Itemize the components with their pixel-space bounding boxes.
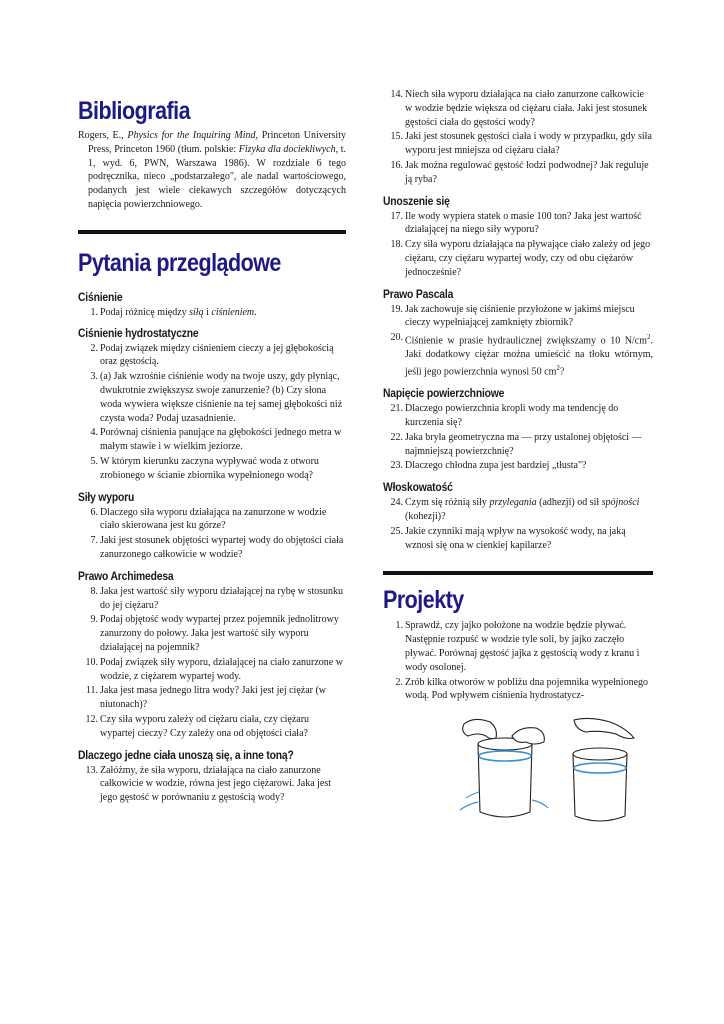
question-2: 2. Podaj związek między ciśnieniem cieczy a jej głębokością oraz gęstością. bbox=[90, 342, 334, 368]
list-wypor bbox=[78, 506, 346, 562]
question-4: 4. Porównaj ciśnienia panujące na głębokości jednego metra w małym stawie i w wielkim jeziorze. bbox=[90, 427, 342, 453]
heading-dlaczego: Dlaczego jedne ciała unoszą się, a inne toną? bbox=[78, 749, 294, 762]
heading-wloskowatosc: Włoskowatość bbox=[383, 482, 453, 495]
question-25: 25. Jakie czynniki mają wpływ na wysokość wody, na jaką wznosi się ona w cienkiej kapilarze? bbox=[390, 525, 626, 551]
list-continued bbox=[383, 88, 653, 187]
question-13: 13. Załóżmy, że siła wyporu, działająca na ciało zanurzone całkowicie w wodzie, równa jest jego ciężarowi. Jaka jest jego gęstość w porównaniu z gęstością wody? bbox=[85, 764, 332, 804]
heading-wypor: Siły wyporu bbox=[78, 491, 135, 504]
heading-pascal: Prawo Pascala bbox=[383, 288, 454, 301]
question-1: 1. Podaj różnicę między siłą i ciśnieniem. bbox=[90, 306, 257, 318]
question-17: 17. Ile wody wypiera statek o masie 100 ton? Jaka jest wartość działającej na niego siły wyporu? bbox=[390, 210, 642, 236]
question-15: 15. Jaki jest stosunek gęstości ciała i wody w przypadku, gdy siła wyporu jest mniejsza od ciężaru ciała? bbox=[390, 131, 652, 157]
question-6: 6. Dlaczego siła wyporu działająca na zanurzone w wodzie ciało skierowana jest ku górze? bbox=[90, 506, 327, 532]
question-19: 19. Jak zachowuje się ciśnienie przyłożone w jakimś miejscu cieczy wypełniającej zamknięty zbiornik? bbox=[390, 303, 635, 329]
projects-title: Projekty bbox=[383, 586, 464, 615]
list-pascal bbox=[383, 303, 653, 380]
bibliography-entry: Rogers, E., Physics for the Inquiring Mind, Princeton University Press, Princeton 1960 (tłum. polskie: Fizyka dla dociekliwych, t. 1, wyd. 6, PWN, Warszawa 1986). W rozdziale 6 tego podręcznika, nieco „podstarzałego", ale nadal wartościowego, podanych jest wiele ciekawych szczegółów dotyczących napięcia powierzchniowego. bbox=[78, 130, 347, 210]
question-11: 11. Jaka jest masa jednego litra wody? Jaki jest jej ciężar (w niutonach)? bbox=[85, 685, 327, 711]
question-20: 20. Ciśnienie w prasie hydraulicznej zwiększamy o 10 $N/cm^2$. Jaki dodatkowy ciężar można umieścić na tłoku wtórnym, jeśli jego powierzchnia wynosi 50 $cm^2$? bbox=[390, 332, 653, 378]
heading-archimedes: Prawo Archimedesa bbox=[78, 570, 174, 583]
heading-hydro: Ciśnienie hydrostatyczne bbox=[78, 327, 199, 340]
list-napiecie bbox=[383, 402, 653, 473]
question-3: 3. (a) Jak wzrośnie ciśnienie wody na twoje uszy, gdy płyniąc, dwukrotnie zwiększysz swoje zanurzenie? (b) Czy słona woda wywiera większe ciśnienie na tej samej głębokości niż czysta woda? Podaj uzasadnienie. bbox=[90, 371, 343, 424]
heading-unoszenie: Unoszenie się bbox=[383, 195, 450, 208]
list-archimedes bbox=[78, 585, 346, 741]
review-title: Pytania przeglądowe bbox=[78, 248, 281, 277]
left-column bbox=[78, 0, 346, 806]
heading-napiecie: Napięcie powierzchniowe bbox=[383, 388, 505, 401]
right-column bbox=[383, 0, 653, 704]
heading-cisnienie: Ciśnienie bbox=[78, 291, 123, 304]
question-8: 8. Jaka jest wartość siły wyporu działającej na rybę w stosunku do jej ciężaru? bbox=[90, 585, 343, 611]
question-10: 10. Podaj związek siły wyporu, działającej na ciało zanurzone w wodzie, z ciężarem wypartej wody. bbox=[85, 656, 343, 682]
question-14: 14. Niech siła wyporu działająca na ciało zanurzone całkowicie w wodzie będzie większa od ciężaru ciała. Jaki jest stosunek gęstości ciała do gęstości wody? bbox=[390, 89, 648, 128]
pot-left-illustration bbox=[460, 719, 548, 817]
question-16: 16. Jak można regulować gęstość łodzi podwodnej? Jak reguluje ją ryba? bbox=[390, 159, 649, 185]
question-9: 9. Podaj objętość wody wypartej przez pojemnik jednolitrowy zanurzony do połowy. Jaka jest wartość siły wyporu działającej na pojemnik? bbox=[90, 614, 339, 653]
list-unoszenie bbox=[383, 210, 653, 280]
pot-right-illustration bbox=[573, 718, 634, 821]
project-1: 1. Sprawdź, czy jajko położone na wodzie będzie pływać. Następnie rozpuść w wodzie tyle soli, by jajko zaczęło pływać. Porównaj gęstość jajka z gęstością wody z kranu i wody osolonej. bbox=[395, 620, 640, 673]
question-12: 12. Czy siła wyporu zależy od ciężaru ciała, czy ciężaru wypartej cieczy? Czy zależy ona od objętości ciała? bbox=[85, 713, 310, 739]
question-22: 22. Jaka bryła geometryczna ma — przy ustalonej objętości — najmniejszą powierzchnię? bbox=[390, 431, 642, 457]
list-dlaczego bbox=[78, 764, 346, 805]
container-illustration bbox=[450, 712, 660, 832]
bibliography-title: Bibliografia bbox=[78, 97, 191, 125]
question-24: 24. Czym się różnią siły przylegania (adhezji) od sił spójności (kohezji)? bbox=[390, 497, 640, 522]
question-23: 23. Dlaczego chłodna zupa jest bardziej „tłusta"? bbox=[390, 460, 587, 472]
list-cisnienie bbox=[78, 306, 346, 320]
question-21: 21. Dlaczego powierzchnia kropli wody ma tendencję do kurczenia się? bbox=[390, 403, 619, 428]
list-wloskowatosc bbox=[383, 496, 653, 552]
question-7: 7. Jaki jest stosunek objętości wypartej wody do objętości ciała zanurzonego całkowicie w wodzie? bbox=[90, 535, 344, 560]
project-2: 2. Zrób kilka otworów w pobliżu dna pojemnika wypełnionego wodą. Pod wpływem ciśnienia hydrostatycz- bbox=[395, 676, 649, 702]
question-18: 18. Czy siła wyporu działająca na pływające ciało zależy od jego ciężaru, czy ciężaru wypartej wody, czy od obu ciężarów jednocześnie? bbox=[390, 239, 651, 278]
question-5: 5. W którym kierunku zaczyna wypływać woda z otworu zrobionego w ścianie zbiornika wypełnionego wodą? bbox=[90, 455, 319, 481]
list-hydro bbox=[78, 342, 346, 483]
list-projects bbox=[383, 619, 653, 703]
